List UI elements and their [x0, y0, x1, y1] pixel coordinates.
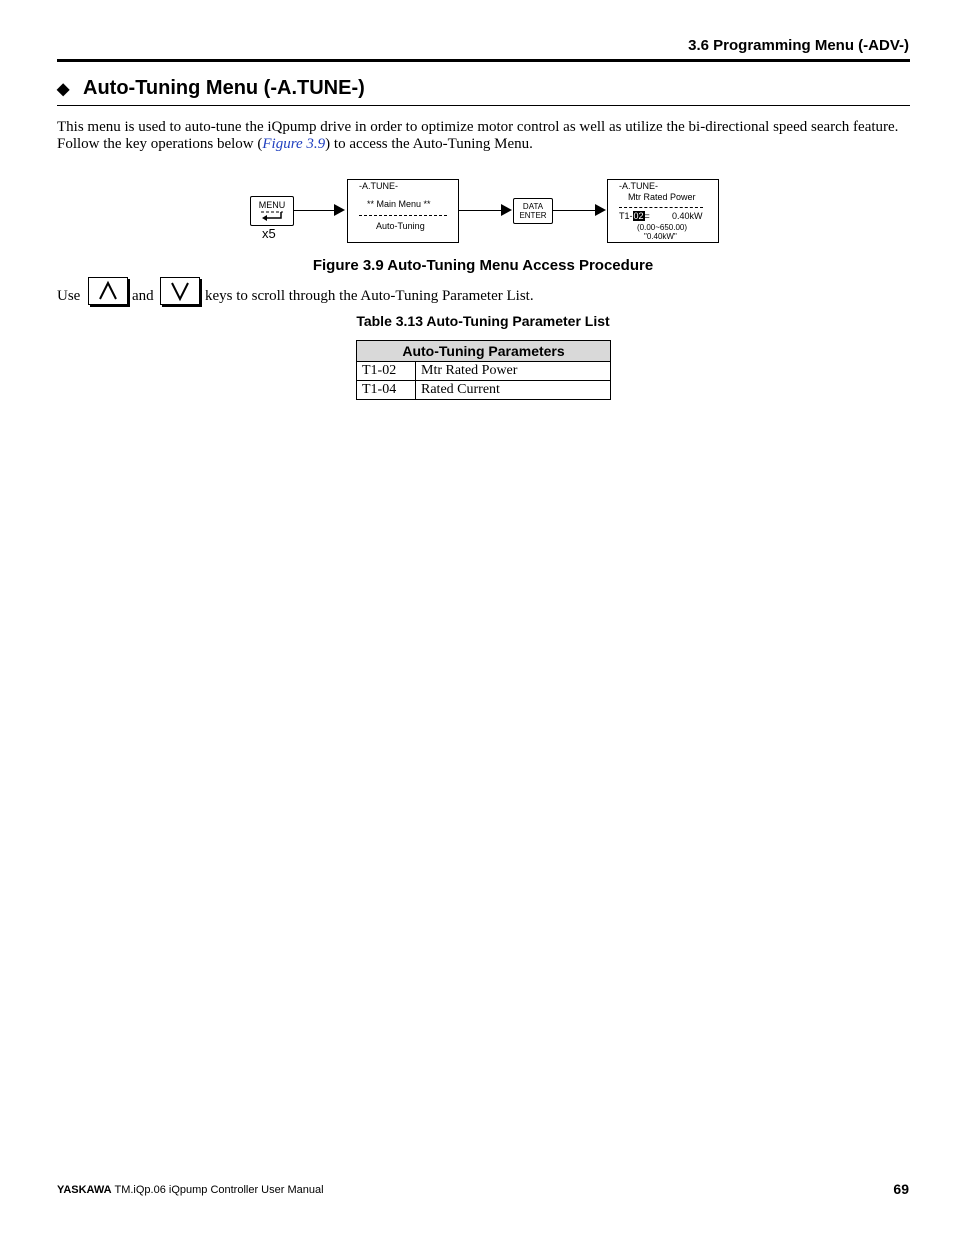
data-key-label: DATA — [522, 202, 544, 211]
table-header: Auto-Tuning Parameters — [357, 341, 611, 362]
arrow-3 — [553, 210, 595, 211]
lcd2-param-cursor: 02 — [633, 211, 644, 221]
heading-rule — [57, 105, 910, 106]
section-heading — [57, 77, 365, 100]
footer-brand: YASKAWA — [57, 1184, 112, 1196]
enter-key-label: ENTER — [519, 211, 547, 220]
menu-key-repeat: x5 — [262, 226, 276, 241]
intro-paragraph: This menu is used to auto-tune the iQpump drive in order to optimize motor control as well as utilize the bi-directional speed search feature. Follow the key operations below (Figure 3.9) to access the Auto-Tuning Menu. — [57, 119, 899, 152]
scroll-instruction — [57, 275, 910, 309]
diamond-bullet-icon: ◆ — [57, 81, 70, 98]
lcd2-param: T1-02= — [619, 211, 650, 221]
scroll-text: keys to scroll through the Auto-Tuning Parameter List. — [205, 288, 534, 304]
param-name: Rated Current — [416, 381, 611, 400]
header-rule — [57, 59, 910, 62]
footer-title: TM.iQp.06 iQpump Controller User Manual — [114, 1184, 324, 1196]
up-key — [88, 277, 128, 305]
lcd2-divider — [619, 207, 703, 208]
table-row — [357, 381, 611, 400]
param-code: T1-02 — [357, 362, 416, 381]
lcd2-range: (0.00~650.00) — [637, 223, 688, 232]
menu-key — [250, 196, 294, 226]
section-title: Auto-Tuning Menu (-A.TUNE-) — [83, 77, 365, 99]
and-text: and — [132, 288, 154, 304]
arrow-1-head — [334, 204, 345, 216]
lcd1-line2: Auto-Tuning — [376, 221, 425, 231]
data-enter-key — [513, 198, 553, 224]
table-row — [357, 362, 611, 381]
param-code: T1-04 — [357, 381, 416, 400]
table-caption: Table 3.13 Auto-Tuning Parameter List — [356, 313, 610, 329]
running-header: 3.6 Programming Menu (-ADV-) — [688, 37, 909, 54]
down-arrow-icon — [161, 278, 199, 304]
menu-key-label: MENU — [258, 200, 286, 210]
arrow-2-head — [501, 204, 512, 216]
lcd2-line1: Mtr Rated Power — [628, 192, 696, 202]
figure-caption: Figure 3.9 Auto-Tuning Menu Access Procedure — [312, 257, 654, 274]
page-number: 69 — [893, 1181, 909, 1197]
lcd2-value: 0.40kW — [672, 211, 703, 221]
menu-return-icon — [259, 210, 285, 222]
lcd1-title: -A.TUNE- — [359, 181, 398, 191]
lcd2-default: "0.40kW" — [644, 232, 677, 241]
figure-link[interactable]: Figure 3.9 — [262, 136, 326, 152]
use-text: Use — [57, 288, 81, 304]
lcd-display-main-menu — [347, 179, 459, 243]
up-arrow-icon — [89, 278, 127, 304]
arrow-3-head — [595, 204, 606, 216]
auto-tuning-parameter-table — [356, 340, 611, 400]
lcd2-title: -A.TUNE- — [619, 181, 658, 191]
down-key — [160, 277, 200, 305]
lcd1-divider — [359, 215, 447, 216]
arrow-1 — [294, 210, 334, 211]
lcd1-line1: ** Main Menu ** — [367, 199, 431, 209]
param-name: Mtr Rated Power — [416, 362, 611, 381]
arrow-2 — [459, 210, 501, 211]
lcd-display-mtr-rated-power — [607, 179, 719, 243]
